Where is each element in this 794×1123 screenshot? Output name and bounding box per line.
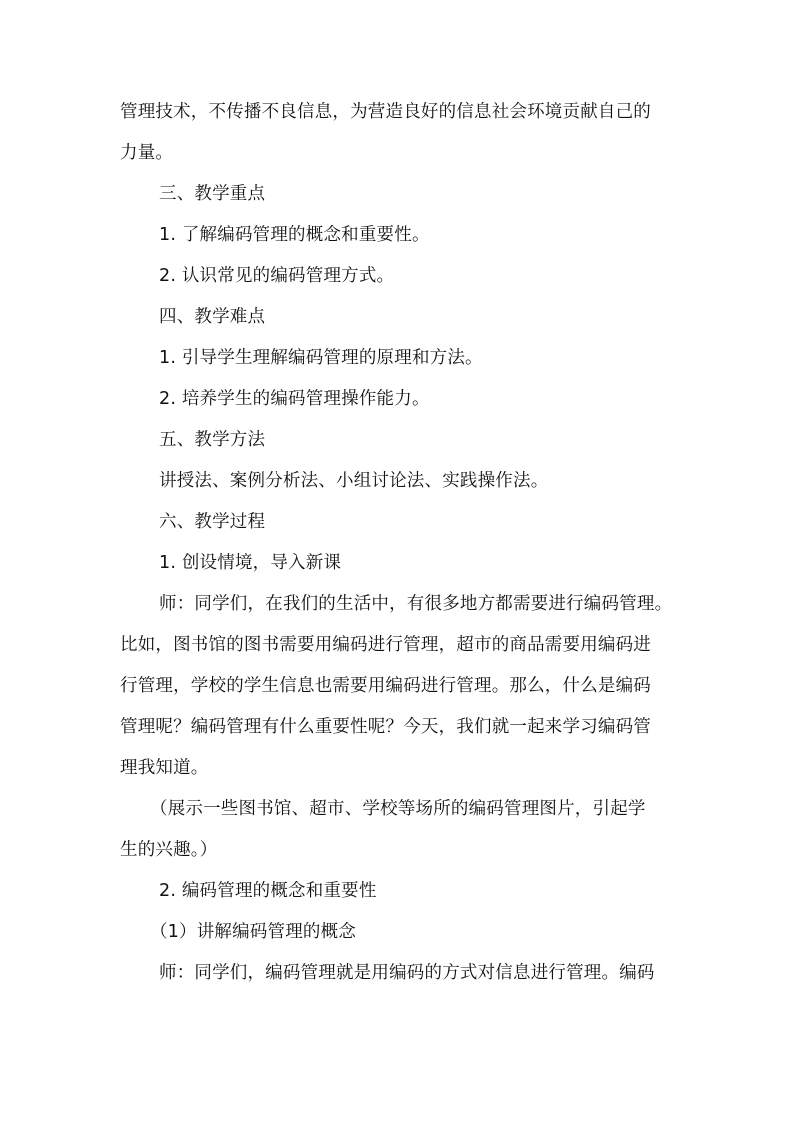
paragraph-line: 理我知道。: [120, 758, 209, 778]
list-item: 1. 引导学生理解编码管理的原理和方法。: [159, 348, 483, 368]
section-heading-difficulties: 四、教学难点: [159, 307, 266, 327]
paragraph-line: 讲授法、案例分析法、小组讨论法、实践操作法。: [159, 471, 549, 491]
subsection-heading: 2. 编码管理的概念和重要性: [159, 881, 377, 901]
paragraph-line: 师：同学们，编码管理就是用编码的方式对信息进行管理。编码: [159, 963, 655, 983]
paragraph-line: 生的兴趣。）: [120, 840, 218, 860]
subsection-heading: 1. 创设情境，导入新课: [159, 553, 342, 573]
paragraph-line: （展示一些图书馆、超市、学校等场所的编码管理图片，引起学: [150, 799, 646, 819]
section-heading-key-points: 三、教学重点: [159, 184, 266, 204]
section-heading-methods: 五、教学方法: [159, 430, 266, 450]
section-heading-process: 六、教学过程: [159, 512, 266, 532]
paragraph-line: 力量。: [120, 143, 174, 163]
subsection-heading: （1）讲解编码管理的概念: [150, 922, 357, 942]
paragraph-line: 比如，图书馆的图书需要用编码进行管理，超市的商品需要用编码进: [120, 635, 651, 655]
paragraph-line: 师：同学们，在我们的生活中，有很多地方都需要进行编码管理。: [159, 594, 673, 614]
list-item: 2. 培养学生的编码管理操作能力。: [159, 389, 430, 409]
list-item: 2. 认识常见的编码管理方式。: [159, 266, 395, 286]
paragraph-line: 管理技术，不传播不良信息，为营造良好的信息社会环境贡献自己的: [120, 102, 651, 122]
list-item: 1. 了解编码管理的概念和重要性。: [159, 225, 430, 245]
paragraph-line: 管理呢？编码管理有什么重要性呢？今天，我们就一起来学习编码管: [120, 717, 651, 737]
paragraph-line: 行管理，学校的学生信息也需要用编码进行管理。那么，什么是编码: [120, 676, 651, 696]
